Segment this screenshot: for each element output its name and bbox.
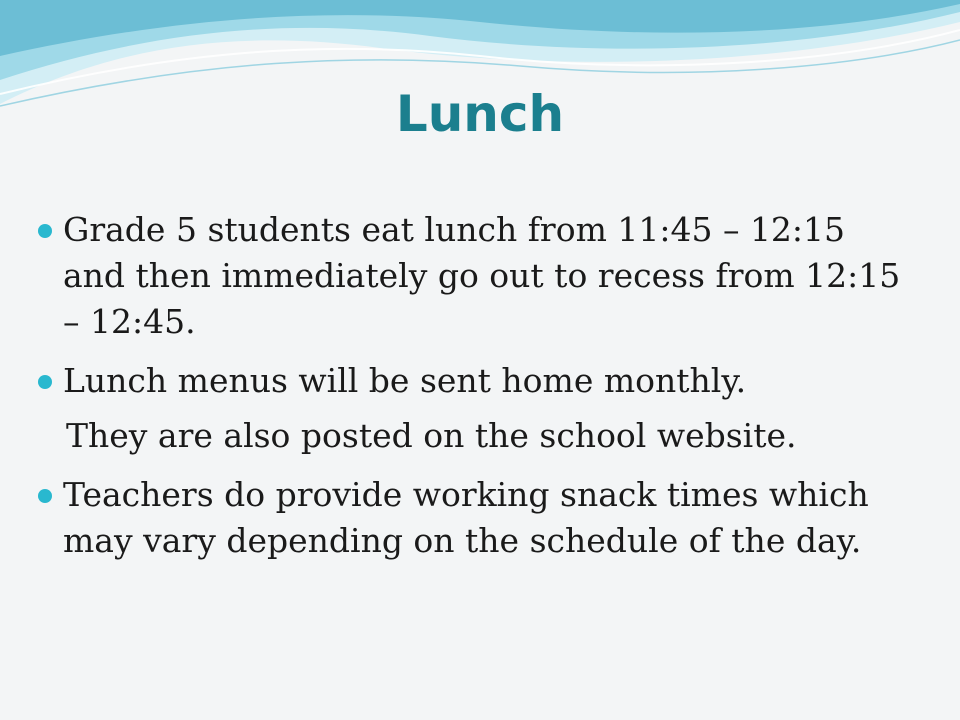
bullet-text: Grade 5 students eat lunch from 11:45 – 12:15 and then immediately go out to recess from 12:15 – 12:45. [63, 210, 901, 341]
bullet-list [36, 207, 916, 577]
bullet-item-snack-times [36, 472, 916, 564]
bullet-item-lunch-time [36, 207, 916, 345]
slide-title: Lunch [395, 85, 565, 143]
bullet-dot-icon [38, 224, 52, 238]
bullet-text: Lunch menus will be sent home monthly. [63, 361, 747, 400]
bullet-continuation-text: They are also posted on the school website. [66, 416, 797, 455]
bullet-dot-icon [38, 375, 52, 389]
bullet-item-menus [36, 358, 916, 404]
bullet-dot-icon [38, 489, 52, 503]
bullet-text: Teachers do provide working snack times which may vary depending on the schedule of the day. [63, 475, 869, 560]
